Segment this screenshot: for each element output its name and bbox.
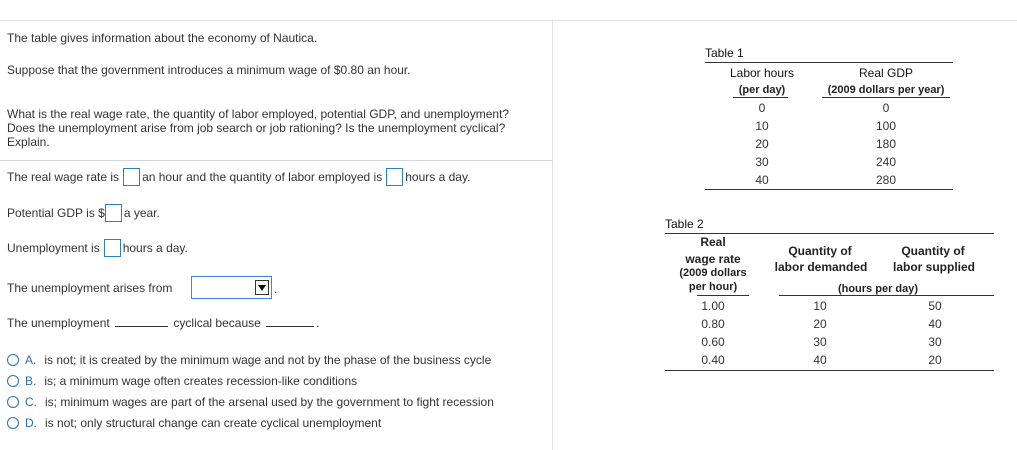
question-prompt: What is the real wage rate, the quantity of labor employed, potential GDP, and unemployment? Does the unemployment arise from job search or job rationing? Is the unemployment cyclical? Explain.	[7, 107, 510, 149]
labor-employed-input[interactable]	[386, 168, 403, 186]
table-2-cell: 50	[928, 299, 942, 313]
option-a-text: is not; it is created by the minimum wage and not by the phase of the business cycle	[44, 353, 492, 367]
table-1-col1-unit: (per day)	[738, 84, 786, 96]
table-2-col3-header-2: labor supplied	[892, 260, 975, 274]
arises-label: The unemployment arises from	[7, 281, 173, 295]
table-2-col2-header-2: labor demanded	[774, 260, 868, 274]
arises-period: .	[274, 282, 278, 296]
table-1-col1-header: Labor hours	[729, 66, 795, 80]
table-2-header-rule-1	[697, 295, 749, 296]
cyclical-mid: cyclical because	[173, 316, 261, 330]
table-2-cell: 30	[928, 335, 942, 349]
radio-icon[interactable]	[7, 417, 19, 429]
unemployment-answer-row	[7, 239, 188, 257]
table-2-col1-header-2: wage rate	[685, 252, 741, 266]
arises-dropdown[interactable]	[191, 276, 272, 299]
table-2-col1-header-1: Real	[700, 235, 726, 249]
wage-prefix: The real wage rate is	[7, 170, 120, 184]
table-2-cell: 0.60	[701, 335, 725, 349]
cyclical-prefix: The unemployment	[7, 316, 110, 330]
table-1-title: Table 1	[705, 46, 744, 60]
table-2-cell: 20	[813, 317, 827, 331]
table-1-cell: 30	[755, 155, 769, 169]
table-1-col2-unit: (2009 dollars per year)	[827, 84, 945, 96]
cyclical-answer-row	[7, 316, 319, 330]
option-a-letter: A.	[25, 353, 37, 367]
policy-text: Suppose that the government introduces a minimum wage of $0.80 an hour.	[7, 63, 411, 77]
table-2-bottom-rule	[665, 370, 994, 371]
table-2-cell: 10	[813, 299, 827, 313]
option-c-text: is; minimum wages are part of the arsenal used by the government to fight recession	[45, 395, 494, 409]
table-2-header-rule-2	[779, 295, 994, 296]
table-2-cell: 20	[928, 353, 942, 367]
table-1-cell: 100	[875, 119, 897, 133]
option-d[interactable]	[7, 416, 381, 430]
table-1-top-rule	[705, 62, 953, 63]
option-b-letter: B.	[25, 374, 37, 388]
table-2-cell: 30	[813, 335, 827, 349]
cyclical-blank-2	[266, 316, 314, 327]
table-1-header-rule-2	[822, 97, 950, 98]
table-1-cell: 240	[875, 155, 897, 169]
table-1-cell: 10	[755, 119, 769, 133]
table-2-cell: 0.80	[701, 317, 725, 331]
unemp-suffix: hours a day.	[122, 241, 188, 255]
option-a[interactable]	[7, 353, 491, 367]
table-2-cell: 40	[928, 317, 942, 331]
option-b[interactable]	[7, 374, 357, 388]
table-2-cell: 40	[813, 353, 827, 367]
table-2-top-rule	[665, 233, 994, 234]
table-2-unit: (hours per day)	[837, 283, 919, 295]
table-1-cell: 0	[882, 101, 890, 115]
table-2-cell: 1.00	[701, 299, 725, 313]
radio-icon[interactable]	[7, 354, 19, 366]
table-1-cell: 20	[755, 137, 769, 151]
unemployment-input[interactable]	[104, 239, 121, 257]
wage-answer-row	[7, 168, 470, 186]
wage-mid: an hour and the quantity of labor employed is	[142, 170, 383, 184]
table-2-col1-header-4: per hour)	[688, 281, 738, 293]
radio-icon[interactable]	[7, 396, 19, 408]
cyclical-blank-1	[115, 316, 168, 327]
option-b-text: is; a minimum wage often creates recession-like conditions	[44, 374, 358, 388]
table-1-header-rule-1	[733, 97, 788, 98]
table-1-bottom-rule	[705, 189, 953, 190]
option-c-letter: C.	[25, 395, 37, 409]
table-2-col3-header-1: Quantity of	[901, 244, 965, 258]
option-c[interactable]	[7, 395, 494, 409]
radio-icon[interactable]	[7, 375, 19, 387]
table-2-col2-header-1: Quantity of	[788, 244, 852, 258]
option-d-text: is not; only structural change can create cyclical unemployment	[45, 416, 382, 430]
table-1-cell: 0	[758, 101, 766, 115]
wage-rate-input[interactable]	[123, 168, 140, 186]
table-2-col1-header-3: (2009 dollars	[679, 267, 747, 279]
potential-gdp-input[interactable]	[105, 204, 122, 222]
divider	[0, 160, 553, 161]
unemp-prefix: Unemployment is	[7, 241, 100, 255]
table-1-col2-header: Real GDP	[858, 66, 914, 80]
wage-suffix: hours a day.	[405, 170, 471, 184]
gdp-answer-row	[7, 204, 160, 222]
table-1-cell: 40	[755, 173, 769, 187]
gdp-suffix: a year.	[123, 206, 160, 220]
table-2-title: Table 2	[665, 217, 704, 231]
table-2-cell: 0.40	[701, 353, 725, 367]
table-1-cell: 280	[875, 173, 897, 187]
option-d-letter: D.	[25, 416, 37, 430]
chevron-down-icon[interactable]	[255, 280, 269, 295]
intro-text: The table gives information about the economy of Nautica.	[7, 31, 318, 45]
cyclical-period: .	[316, 316, 320, 330]
gdp-prefix: Potential GDP is $	[7, 206, 105, 220]
table-1-cell: 180	[875, 137, 897, 151]
